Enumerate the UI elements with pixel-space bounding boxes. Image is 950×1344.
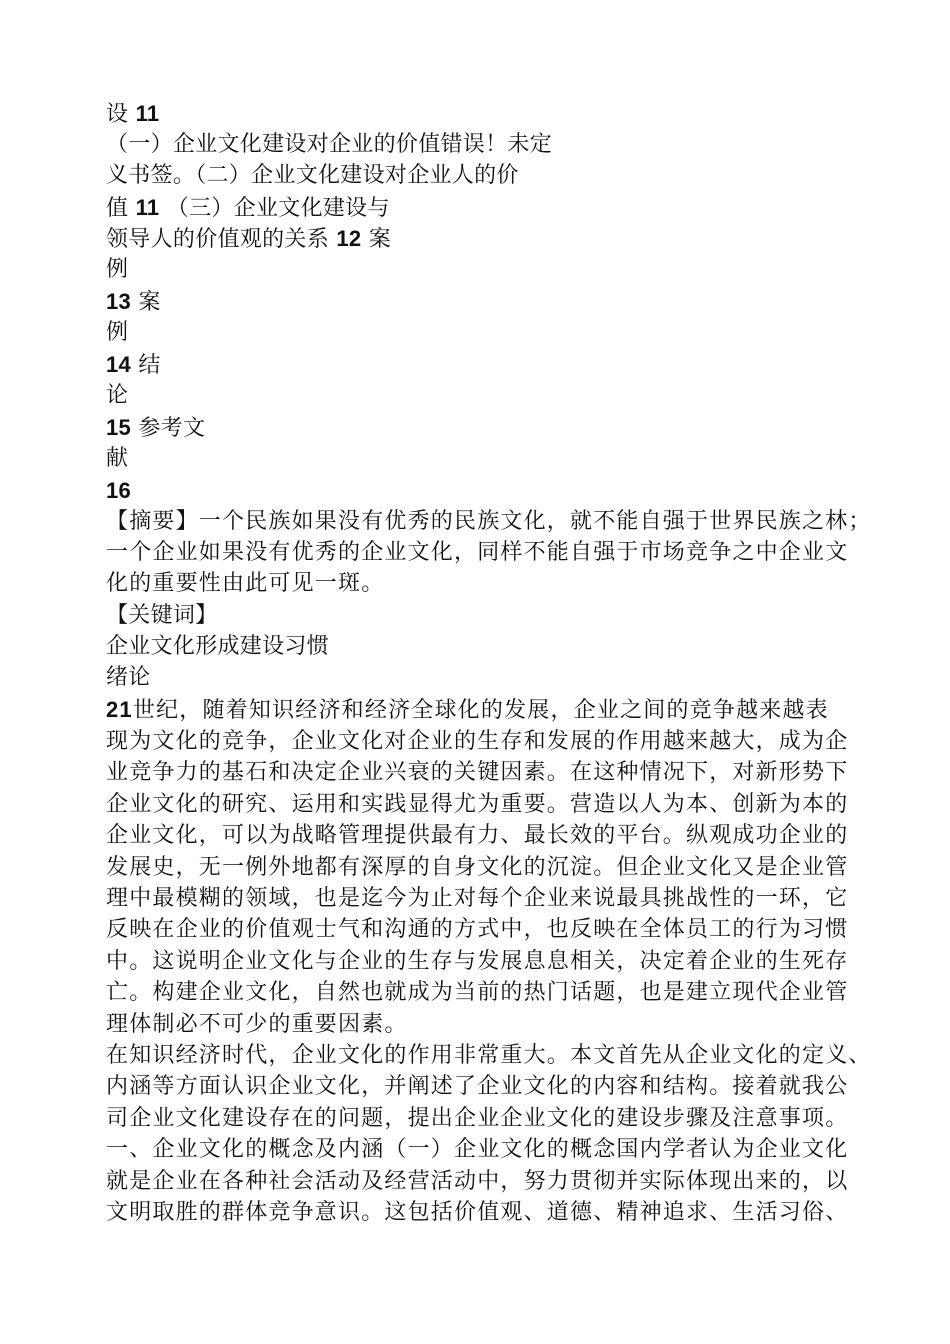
toc-text: 领导人的价值观的关系 xyxy=(106,227,330,252)
toc-line xyxy=(106,286,161,318)
paragraph-line: 理体制必不可少的重要因素。 xyxy=(106,1012,408,1037)
toc-page-number: 11 xyxy=(135,195,160,220)
paragraph-line: 理中最模糊的领域，也是迄今为止对每个企业来说最具挑战性的一环，它 xyxy=(106,886,849,911)
keywords-text: 企业文化形成建设习惯 xyxy=(106,634,330,659)
toc-line: 义书签。（二）企业文化建设对企业人的价 xyxy=(106,163,519,188)
paragraph-line: 文明取胜的群体竞争意识。这包括价值观、道德、精神追求、生活习俗、 xyxy=(106,1200,849,1225)
section-heading: 绪论 xyxy=(106,665,151,690)
toc-line: 论 xyxy=(106,383,129,408)
toc-page-number: 14 xyxy=(106,352,132,377)
paragraph-line: 反映在企业的价值观士气和沟通的方式中，也反映在全体员工的行为习惯 xyxy=(106,917,849,942)
paragraph-line: 在知识经济时代，企业文化的作用非常重大。本文首先从企业文化的定义、 xyxy=(106,1043,872,1068)
toc-line xyxy=(106,349,161,381)
toc-page-number: 11 xyxy=(135,101,160,126)
paragraph-line: 亡。构建企业文化，自然也就成为当前的热门话题，也是建立现代企业管 xyxy=(106,980,849,1005)
toc-text: （三）企业文化建设与 xyxy=(166,196,390,221)
toc-line xyxy=(106,98,159,130)
paragraph-line: 就是企业在各种社会活动及经营活动中，努力贯彻并实际体现出来的，以 xyxy=(106,1169,849,1194)
abstract-line: 一个企业如果没有优秀的企业文化，同样不能自强于市场竞争之中企业文 xyxy=(106,540,849,565)
toc-text: 设 xyxy=(106,102,129,127)
toc-line: 例 xyxy=(106,320,129,345)
toc-line xyxy=(106,412,205,444)
paragraph-line: 内涵等方面认识企业文化，并阐述了企业文化的内容和结构。接着就我公 xyxy=(106,1074,849,1099)
paragraph-line: 一、企业文化的概念及内涵（一）企业文化的概念国内学者认为企业文化 xyxy=(106,1137,849,1162)
toc-page-number: 15 xyxy=(106,415,132,440)
century-number: 21 xyxy=(106,697,133,722)
toc-line: 献 xyxy=(106,446,129,471)
paragraph-line: 企业文化，可以为战略管理提供最有力、最长效的平台。纵观成功企业的 xyxy=(106,823,849,848)
toc-line xyxy=(106,192,390,224)
toc-page-number: 12 xyxy=(336,226,362,251)
toc-text: 案 xyxy=(138,290,161,315)
toc-line xyxy=(106,223,391,255)
toc-text: 值 xyxy=(106,196,129,221)
toc-text: 参考文 xyxy=(138,416,206,441)
toc-line: 例 xyxy=(106,257,129,282)
paragraph-line: 现为文化的竞争，企业文化对企业的生存和发展的作用越来越大，成为企 xyxy=(106,729,849,754)
paragraph-line: 中。这说明企业文化与企业的生存与发展息息相关，决定着企业的生死存 xyxy=(106,949,849,974)
paragraph-text: 世纪，随着知识经济和经济全球化的发展，企业之间的竞争越来越表 xyxy=(132,698,829,723)
toc-text: 案 xyxy=(368,227,391,252)
paragraph-line xyxy=(106,694,829,726)
paragraph-line: 业竞争力的基石和决定企业兴衰的关键因素。在这种情况下，对新形势下 xyxy=(106,760,849,785)
toc-text: 结 xyxy=(138,353,161,378)
paragraph-line: 企业文化的研究、运用和实践显得尤为重要。营造以人为本、创新为本的 xyxy=(106,792,849,817)
abstract-line: 化的重要性由此可见一斑。 xyxy=(106,571,385,596)
abstract-line: 【摘要】一个民族如果没有优秀的民族文化，就不能自强于世界民族之林； xyxy=(106,509,872,534)
toc-page-number: 13 xyxy=(106,289,132,314)
paragraph-line: 发展史，无一例外地都有深厚的自身文化的沉淀。但企业文化又是企业管 xyxy=(106,855,849,880)
keywords-label: 【关键词】 xyxy=(106,603,218,628)
toc-page-number: 16 xyxy=(106,478,132,503)
toc-line: （一）企业文化建设对企业的价值错误！未定 xyxy=(106,132,553,157)
paragraph-line: 司企业文化建设存在的问题，提出企业企业文化的建设步骤及注意事项。 xyxy=(106,1106,849,1131)
toc-line xyxy=(106,475,131,507)
